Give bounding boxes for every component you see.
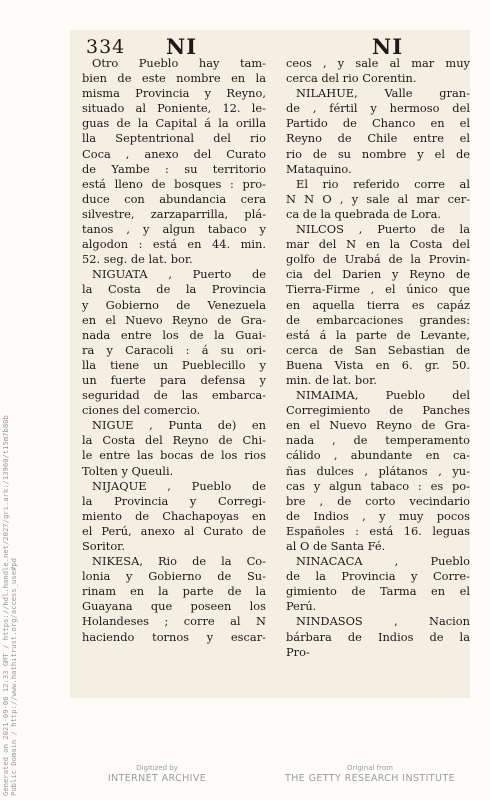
text-line: bre , de corto vecindario <box>286 493 470 508</box>
text-line: ciones del comercio. <box>82 403 201 418</box>
text-line: está lleno de bosques : pro- <box>82 176 266 191</box>
text-line: cerca del rio Corentin. <box>286 71 417 86</box>
text-line: Partido de Chanco en el <box>286 116 470 131</box>
text-line: Buena Vista en 6. gr. 50. <box>286 357 470 372</box>
text-line: NINDASOS , Nacion <box>296 614 470 629</box>
text-line: gimiento de Tarma en el <box>286 584 470 599</box>
text-line: rio de su nombre y el de <box>286 146 470 161</box>
text-line: NIGUE , Punta de) en <box>92 418 266 433</box>
text-line: cálido , abundante en ca- <box>286 448 470 463</box>
text-line: ceos , y sale al mar muy <box>286 56 470 70</box>
text-line: 52. seg. de lat. bor. <box>82 252 193 267</box>
original-from-label: Original from <box>347 764 393 772</box>
text-line: mar del N en la Costa del <box>286 237 470 252</box>
text-line: NILCOS , Puerto de la <box>296 222 470 237</box>
text-line: al O de Santa Fé. <box>286 539 386 553</box>
text-line: de embarcaciones grandes: <box>286 312 470 327</box>
text-line: misma Provincia y Reyno, <box>82 86 266 101</box>
text-line: el Perú, anexo al Curato de <box>82 523 266 538</box>
text-line: de la Provincia y Corre- <box>286 569 470 584</box>
text-line: seguridad de las embarca- <box>82 388 266 403</box>
text-line: cia del Darien y Reyno de <box>286 267 470 282</box>
text-line: Reyno de Chile entre el <box>286 131 470 146</box>
text-line: miento de Chachapoyas en <box>82 508 266 523</box>
text-line: nada , de temperamento <box>286 433 470 448</box>
text-line: NIGUATA , Puerto de <box>92 267 266 282</box>
text-line: guas de la Capital á la orilla <box>82 116 266 131</box>
text-line: Soritor. <box>82 539 125 553</box>
text-line: la Costa del Reyno de Chi- <box>82 433 266 448</box>
text-line: situado al Poniente, 12. le- <box>82 101 266 116</box>
running-head-right: NI <box>372 34 404 59</box>
text-line: Españoles : está 16. leguas <box>286 523 470 538</box>
digitized-by-label: Digitized by <box>136 764 178 772</box>
text-line: en aquella tierra es capáz <box>286 297 470 312</box>
text-line: la Costa de la Provincia <box>82 282 266 297</box>
hathitrust-watermark <box>1 415 18 796</box>
text-line: cas y algun tabaco : es po- <box>286 478 470 493</box>
digitized-by-credit <box>82 764 232 785</box>
text-line: Guayana que poseen los <box>82 599 266 614</box>
text-line: nada entre los de la Guai- <box>82 327 266 342</box>
text-line: duce con abundancia cera <box>82 191 266 206</box>
text-line: Pro- <box>286 644 310 659</box>
text-line: NINACACA , Pueblo <box>296 554 470 569</box>
text-line: lla tiene un Pueblecillo y <box>82 357 266 372</box>
running-head-left: NI <box>166 34 198 59</box>
page-number: 334 <box>86 36 126 58</box>
internet-archive-label: INTERNET ARCHIVE <box>107 773 207 784</box>
text-line: Holandeses ; corre al N <box>82 614 266 629</box>
text-line: ñas dulces , plátanos , yu- <box>286 463 470 478</box>
text-line: y Gobierno de Venezuela <box>82 297 266 312</box>
text-line: NIMAIMA, Pueblo del <box>296 388 470 403</box>
text-line: silvestre, zarzaparrilla, plá- <box>82 206 266 221</box>
text-line: Tierra-Firme , el único que <box>286 282 470 297</box>
text-line: cerca de San Sebastian de <box>286 342 470 357</box>
text-line: de , fértil y hermoso del <box>286 101 470 116</box>
text-line: golfo de Urabá de la Provin- <box>286 252 470 267</box>
text-line: algodon : está en 44. min. <box>82 237 266 252</box>
text-line: ca de la quebrada de Lora. <box>286 206 442 221</box>
text-line: bárbara de Indios de la <box>286 629 470 644</box>
text-line: NILAHUE, Valle gran- <box>296 86 470 101</box>
getty-institute-label: THE GETTY RESEARCH INSTITUTE <box>285 773 455 784</box>
text-line: NIKESA, Rio de la Co- <box>92 554 266 569</box>
text-line: en el Nuevo Reyno de Gra- <box>286 418 470 433</box>
text-line: Corregimiento de Panches <box>286 403 470 418</box>
text-line: ra y Caracoli : á su ori- <box>82 342 266 357</box>
text-line: le entre las bocas de los rios <box>82 448 266 463</box>
left-text-column <box>82 56 266 645</box>
text-line: El rio referido corre al <box>296 176 470 191</box>
text-line: Otro Pueblo hay tam- <box>92 56 266 70</box>
text-line: un fuerte para defensa y <box>82 372 266 387</box>
text-line: Perú. <box>286 599 317 614</box>
watermark-line-2: Public Domain / http://www.hathitrust.org/access_use#pd <box>8 558 18 796</box>
text-line: tanos , y algun tabaco y <box>82 222 266 237</box>
text-line: Coca , anexo del Curato <box>82 146 266 161</box>
text-line: de Yambe : su territorio <box>82 161 266 176</box>
text-line: min. de lat. bor. <box>286 372 377 387</box>
right-text-column <box>286 56 470 660</box>
text-line: lonia y Gobierno de Su- <box>82 569 266 584</box>
text-line: N N O , y sale al mar cer- <box>286 191 470 206</box>
watermark-line-1: Generated on 2021-09-06 12:33 GMT / https://hdl.handle.net/2027/gri.ark:/13960/t15m7b80b <box>1 415 10 796</box>
text-line: lla Septentrional del rio <box>82 131 266 146</box>
text-line: rinam en la parte de la <box>82 584 266 599</box>
text-line: bien de este nombre en la <box>82 71 266 86</box>
text-line: haciendo tornos y escar- <box>82 629 266 644</box>
text-line: está á la parte de Levante, <box>286 327 470 342</box>
text-line: Mataquino. <box>286 161 352 176</box>
text-line: la Provincia y Corregi- <box>82 493 266 508</box>
text-line: Tolten y Queuli. <box>82 463 174 478</box>
text-line: NIJAQUE , Pueblo de <box>92 478 266 493</box>
text-line: en el Nuevo Reyno de Gra- <box>82 312 266 327</box>
original-from-credit <box>270 764 470 785</box>
text-line: de Indios , y muy pocos <box>286 508 470 523</box>
